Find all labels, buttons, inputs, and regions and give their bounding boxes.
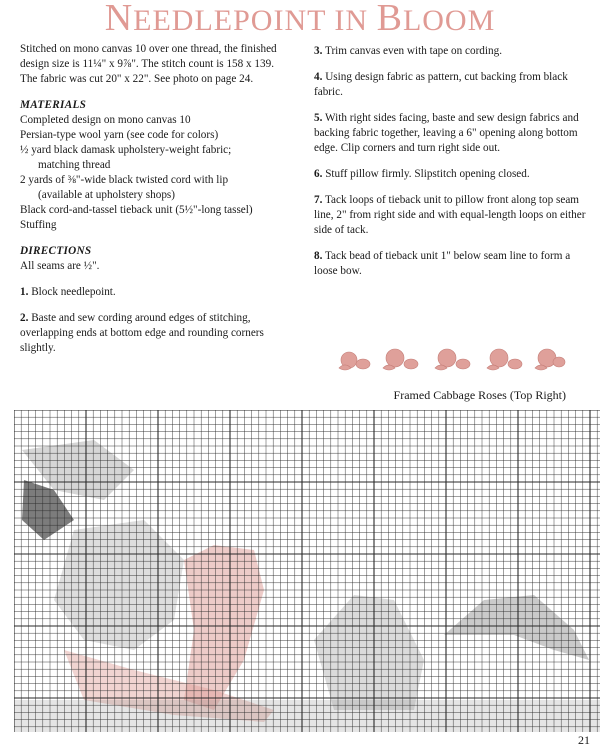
direction-step: 3. Trim canvas even with tape on cording. (314, 45, 502, 57)
rose-motif-icon (435, 349, 470, 370)
page-title: NEEDLEPOINT IN BLOOM (104, 0, 496, 39)
chart-motif-region (314, 595, 424, 710)
rose-motif-icon (339, 352, 370, 370)
materials-item: Black cord-and-tassel tieback unit (5½"-long tassel) (20, 204, 253, 216)
materials-item: Stuffing (20, 219, 57, 231)
direction-step: 6. Stuff pillow firmly. Slipstitch opening closed. (314, 168, 530, 180)
direction-step: 4. Using design fabric as pattern, cut backing from black fabric. (314, 71, 568, 98)
direction-step: 7. Tack loops of tieback unit to pillow front along top seam line, 2" from right side and with equal-length loops on either side of tack. (314, 194, 586, 236)
right-column (314, 44, 592, 279)
direction-step: 2. Baste and sew cording around edges of stitching, overlapping ends at bottom edge and rounding corners slightly. (20, 312, 264, 354)
rose-motif-icon (383, 349, 418, 370)
direction-step: 8. Tack bead of tieback unit 1" below seam line to form a loose bow. (314, 250, 571, 277)
materials-item: Completed design on mono canvas 10 (20, 114, 191, 126)
rose-border-ornament (335, 338, 567, 378)
page-number: 21 (578, 733, 590, 747)
rose-motif-icon (487, 349, 522, 370)
chart-motif-region (184, 545, 264, 710)
materials-item: matching thread (38, 159, 111, 171)
materials-item: 2 yards of ⅜"-wide black twisted cord with lip (20, 174, 229, 186)
materials-heading: MATERIALS (20, 99, 87, 111)
left-column (20, 42, 288, 356)
chart-motif-region (444, 595, 589, 660)
intro-paragraph: Stitched on mono canvas 10 over one thread, the finished design size is 11¼" x 9⅞". The stitch count is 158 x 139. The fabric was cut 20" x 22". See photo on page 24. (20, 43, 277, 85)
materials-item: ½ yard black damask upholstery-weight fabric; (20, 144, 232, 156)
materials-item: (available at upholstery shops) (38, 189, 176, 201)
needlepoint-stitch-chart (14, 410, 600, 732)
direction-step: 5. With right sides facing, baste and sew design fabrics and backing fabric together, leaving a 6" opening along bottom edge. Clip corners and turn right side out. (314, 112, 579, 154)
chart-motif-region (14, 700, 600, 732)
directions-heading: DIRECTIONS (20, 245, 92, 257)
chart-caption: Framed Cabbage Roses (Top Right) (393, 388, 566, 402)
rose-motif-icon (535, 349, 565, 370)
directions-note: All seams are ½". (20, 260, 100, 272)
direction-step: 1. Block needlepoint. (20, 286, 116, 298)
materials-item: Persian-type wool yarn (see code for colors) (20, 129, 219, 141)
